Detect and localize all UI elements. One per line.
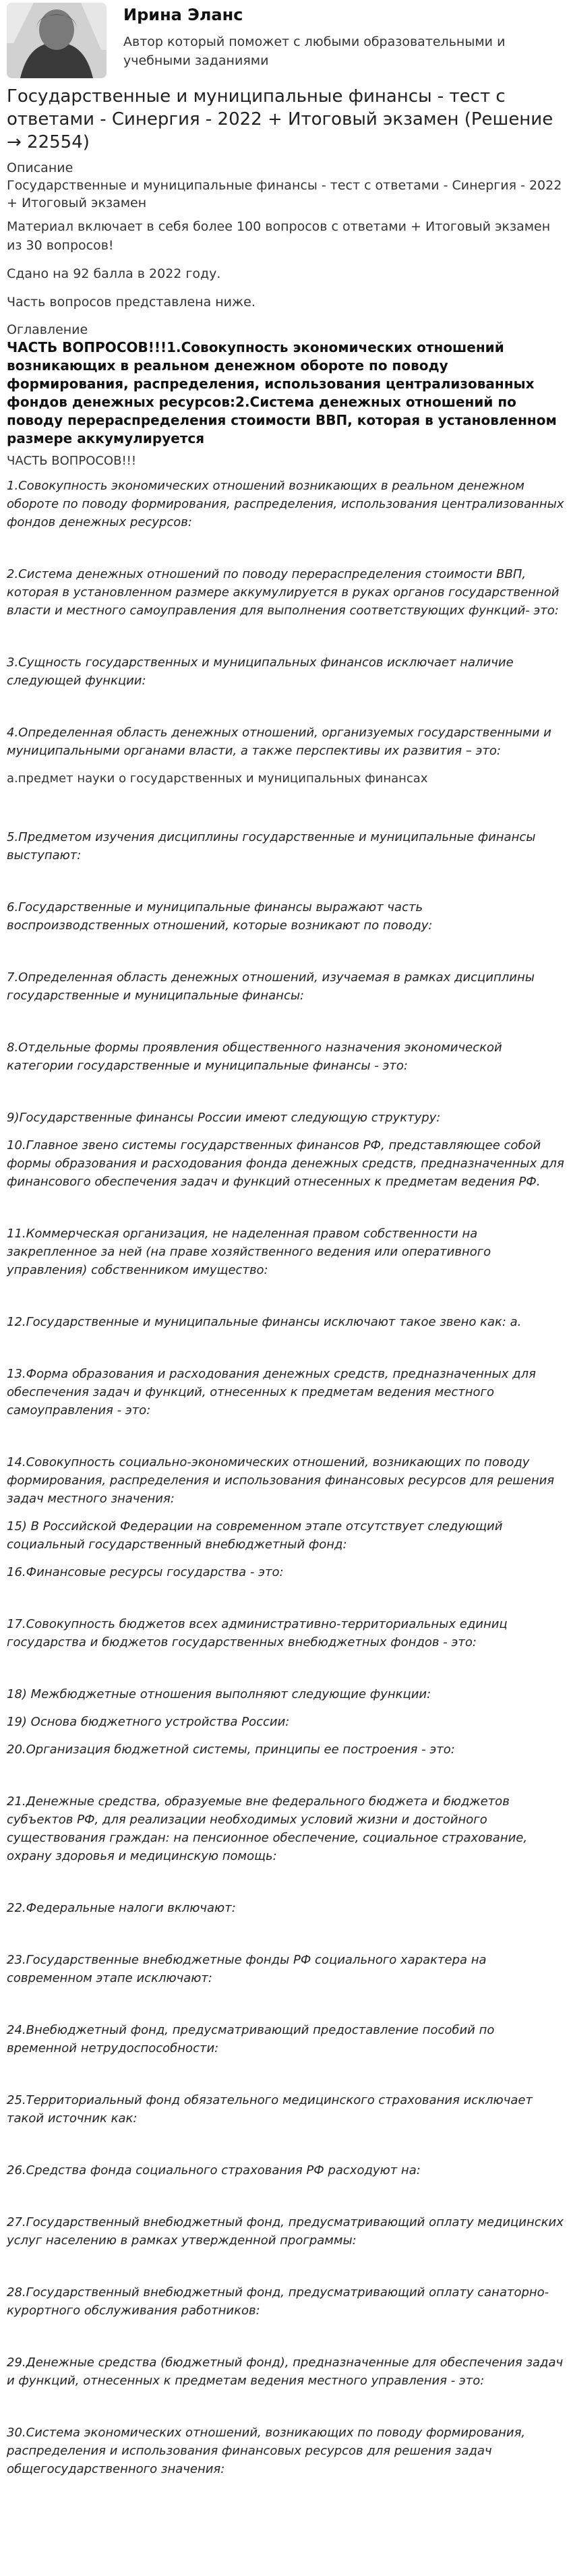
questions-note: Часть вопросов представлена ниже. — [7, 295, 256, 310]
question-item: 24.Внебюджетный фонд, предусматривающий предоставление пособий по временной нетрудоспособности: — [7, 2023, 495, 2055]
part-heading: ЧАСТЬ ВОПРОСОВ!!! — [7, 454, 137, 468]
question-item: 20.Организация бюджетной системы, принципы ее построения - это: — [7, 1743, 455, 1757]
toc-text: ЧАСТЬ ВОПРОСОВ!!!1.Совокупность экономических отношений возникающих в реальном денежном обороте по поводу формирования, распределения, использования централизованных фондов денежных ресурсов:2.Система денежных отношений по поводу перераспределения стоимости ВВП, которая в установленном размере аккумулируется — [7, 339, 557, 446]
question-item: 1.Совокупность экономических отношений возникающих в реальном денежном обороте по поводу формирования, распределения, использования централизованных фондов денежных ресурсов: — [7, 479, 564, 529]
question-item: 8.Отдельные формы проявления общественного назначения экономической категории государственные и муниципальные финансы - это: — [7, 1041, 502, 1073]
question-item: 14.Совокупность социально-экономических отношений, возникающих по поводу формирования, распределения и использования финансовых ресурсов для решения задач местного значения: — [7, 1455, 555, 1506]
author-bio: Автор который поможет с любыми образовательными и учебными заданиями — [123, 34, 506, 68]
page-title: Государственные и муниципальные финансы - тест с ответами - Синергия - 2022 + Итоговый экзамен (Решение → 22554) — [7, 86, 553, 152]
score-info: Сдано на 92 балла в 2022 году. — [7, 266, 221, 281]
toc-label: Оглавление — [7, 322, 88, 337]
question-item: 27.Государственный внебюджетный фонд, предусматривающий оплату медицинских услуг населению в рамках утвержденной программы: — [7, 2215, 564, 2248]
author-name[interactable]: Ирина Эланс — [123, 5, 243, 24]
question-item: 13.Форма образования и расходования денежных средств, предназначенных для обеспечения задач и функций, отнесенных к предметам ведения местного самоуправления - это: — [7, 1367, 536, 1417]
question-item: 10.Главное звено системы государственных финансов РФ, представляющее собой формы образования и расходования фонда денежных средств, предназначенных для финансового обеспечения задач и функций отнесенных к предметам ведения РФ. — [7, 1138, 564, 1189]
question-item: 30.Система экономических отношений, возникающих по поводу формирования, распределения и использования финансовых ресурсов для решения задач общегосударственного значения: — [7, 2426, 526, 2476]
question-item: 6.Государственные и муниципальные финансы выражают часть воспроизводственных отношений, которые возникают по поводу: — [7, 900, 433, 933]
question-item: 16.Финансовые ресурсы государства - это: — [7, 1565, 284, 1579]
question-item: 9)Государственные финансы России имеют следующую структуру: — [7, 1111, 441, 1125]
question-item: 28.Государственный внебюджетный фонд, предусматривающий оплату санаторно- курортного обслуживания работников: — [7, 2285, 549, 2318]
question-item: 25.Территориальный фонд обязательного медицинского страхования исключает такой источник как: — [7, 2093, 533, 2126]
question-item: 18) Межбюджетные отношения выполняют следующие функции: — [7, 1687, 431, 1701]
avatar-photo — [7, 3, 107, 78]
question-item: 12.Государственные и муниципальные финансы исключают такое звено как: а. — [7, 1315, 522, 1329]
question-item: 21.Денежные средства, образуемые вне федерального бюджета и бюджетов субъектов РФ, для реализации необходимых условий жизни и достойного существования граждан: на пенсионное обеспечение, социальное страхование, охрану здоровья и медицинскую помощь: — [7, 1794, 528, 1863]
question-item: 4.Определенная область денежных отношений, организуемых государственными и муниципальными органами власти, а также перспективы их развития – это: — [7, 726, 551, 758]
question-item: 26.Средства фонда социального страхования РФ расходуют на: — [7, 2163, 421, 2177]
document-content — [7, 85, 564, 2478]
question-item: 17.Совокупность бюджетов всех административно-территориальных единиц государства и бюджетов государственных внебюджетных фондов - это: — [7, 1617, 508, 1649]
author-header — [0, 0, 571, 80]
material-info: Материал включает в себя более 100 вопросов с ответами + Итоговый экзамен из 30 вопросов! — [7, 219, 551, 253]
question-item: 23.Государственные внебюджетные фонды РФ социального характера на современном этапе исключают: — [7, 1953, 487, 1985]
answer-item: а.предмет науки о государственных и муниципальных финансах — [7, 771, 428, 786]
question-item: 3.Сущность государственных и муниципальных финансов исключает наличие следующей функции: — [7, 655, 514, 688]
description-text: Государственные и муниципальные финансы - тест с ответами - Синергия - 2022 + Итоговый экзамен — [7, 178, 562, 210]
question-item: 2.Система денежных отношений по поводу перераспределения стоимости ВВП, которая в установленном размере аккумулируется в руках органов государственной власти и местного самоуправления для выполнения соответствующих функций- это: — [7, 567, 560, 618]
author-avatar[interactable] — [7, 3, 107, 78]
question-item: 11.Коммерческая организация, не наделенная правом собственности на закрепленное за ней (на праве хозяйственного ведения или оперативного управления) собственником имущество: — [7, 1227, 491, 1277]
question-item: 15) В Российской Федерации на современном этапе отсутствует следующий социальный государственный внебюджетный фонд: — [7, 1519, 503, 1552]
question-item: 22.Федеральные налоги включают: — [7, 1901, 236, 1915]
question-item: 29.Денежные средства (бюджетный фонд), предназначенные для обеспечения задач и функций, отнесенных к предметам ведения местного управления - это: — [7, 2355, 564, 2388]
description-label: Описание — [7, 160, 73, 175]
question-item: 19) Основа бюджетного устройства России: — [7, 1715, 290, 1729]
question-item: 7.Определенная область денежных отношений, изучаемая в рамках дисциплины государственные и муниципальные финансы: — [7, 970, 535, 1003]
question-item: 5.Предметом изучения дисциплины государственные и муниципальные финансы выступают: — [7, 830, 536, 862]
